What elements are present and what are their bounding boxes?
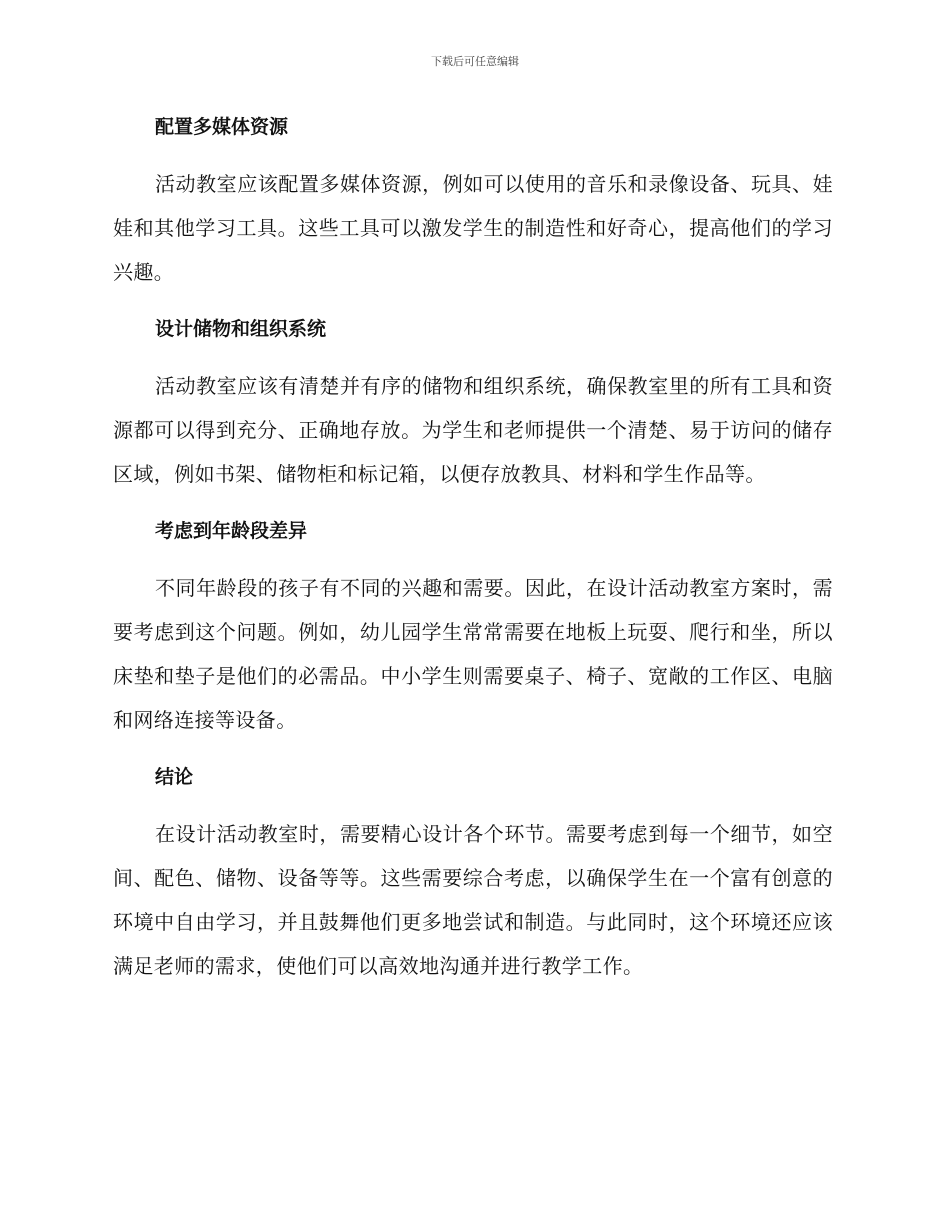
section-paragraph: 不同年龄段的孩子有不同的兴趣和需要。因此，在设计活动教室方案时，需要考虑到这个问题。例如，幼儿园学生常常需要在地板上玩耍、爬行和坐，所以床垫和垫子是他们的必需品。中小学生则需要桌子、椅子、宽敞的工作区、电脑和网络连接等设备。: [113, 576, 833, 732]
section-conclusion: [113, 754, 833, 988]
spacer: [113, 554, 833, 566]
section-paragraph: 在设计活动教室时，需要精心设计各个环节。需要考虑到每一个细节，如空间、配色、储物、设备等等。这些需要综合考虑，以确保学生在一个富有创意的环境中自由学习，并且鼓舞他们更多地尝试和制造。与此同时，这个环境还应该满足老师的需求，使他们可以高效地沟通并进行教学工作。: [113, 822, 833, 978]
spacer: [113, 800, 833, 812]
section-heading: 考虑到年龄段差异: [155, 520, 308, 542]
section-paragraph: 活动教室应该有清楚并有序的储物和组织系统，确保教室里的所有工具和资源都可以得到充分、正确地存放。为学生和老师提供一个清楚、易于访问的储存区域，例如书架、储物柜和标记箱，以便存放教具、材料和学生作品等。: [113, 374, 833, 486]
spacer: [113, 352, 833, 364]
section-multimedia: [113, 104, 833, 294]
section-heading: 结论: [155, 766, 194, 788]
section-paragraph: 活动教室应该配置多媒体资源，例如可以使用的音乐和录像设备、玩具、娃娃和其他学习工具。这些工具可以激发学生的制造性和好奇心，提高他们的学习兴趣。: [113, 172, 833, 284]
section-age-groups: [113, 508, 833, 742]
document-body: [113, 104, 833, 988]
spacer: [113, 150, 833, 162]
section-heading: 设计储物和组织系统: [155, 318, 327, 340]
spacer: [113, 742, 833, 754]
spacer: [113, 294, 833, 306]
spacer: [113, 496, 833, 508]
page-header-note: 下载后可任意编辑: [431, 55, 519, 68]
section-storage: [113, 306, 833, 496]
section-heading: 配置多媒体资源: [155, 116, 289, 138]
